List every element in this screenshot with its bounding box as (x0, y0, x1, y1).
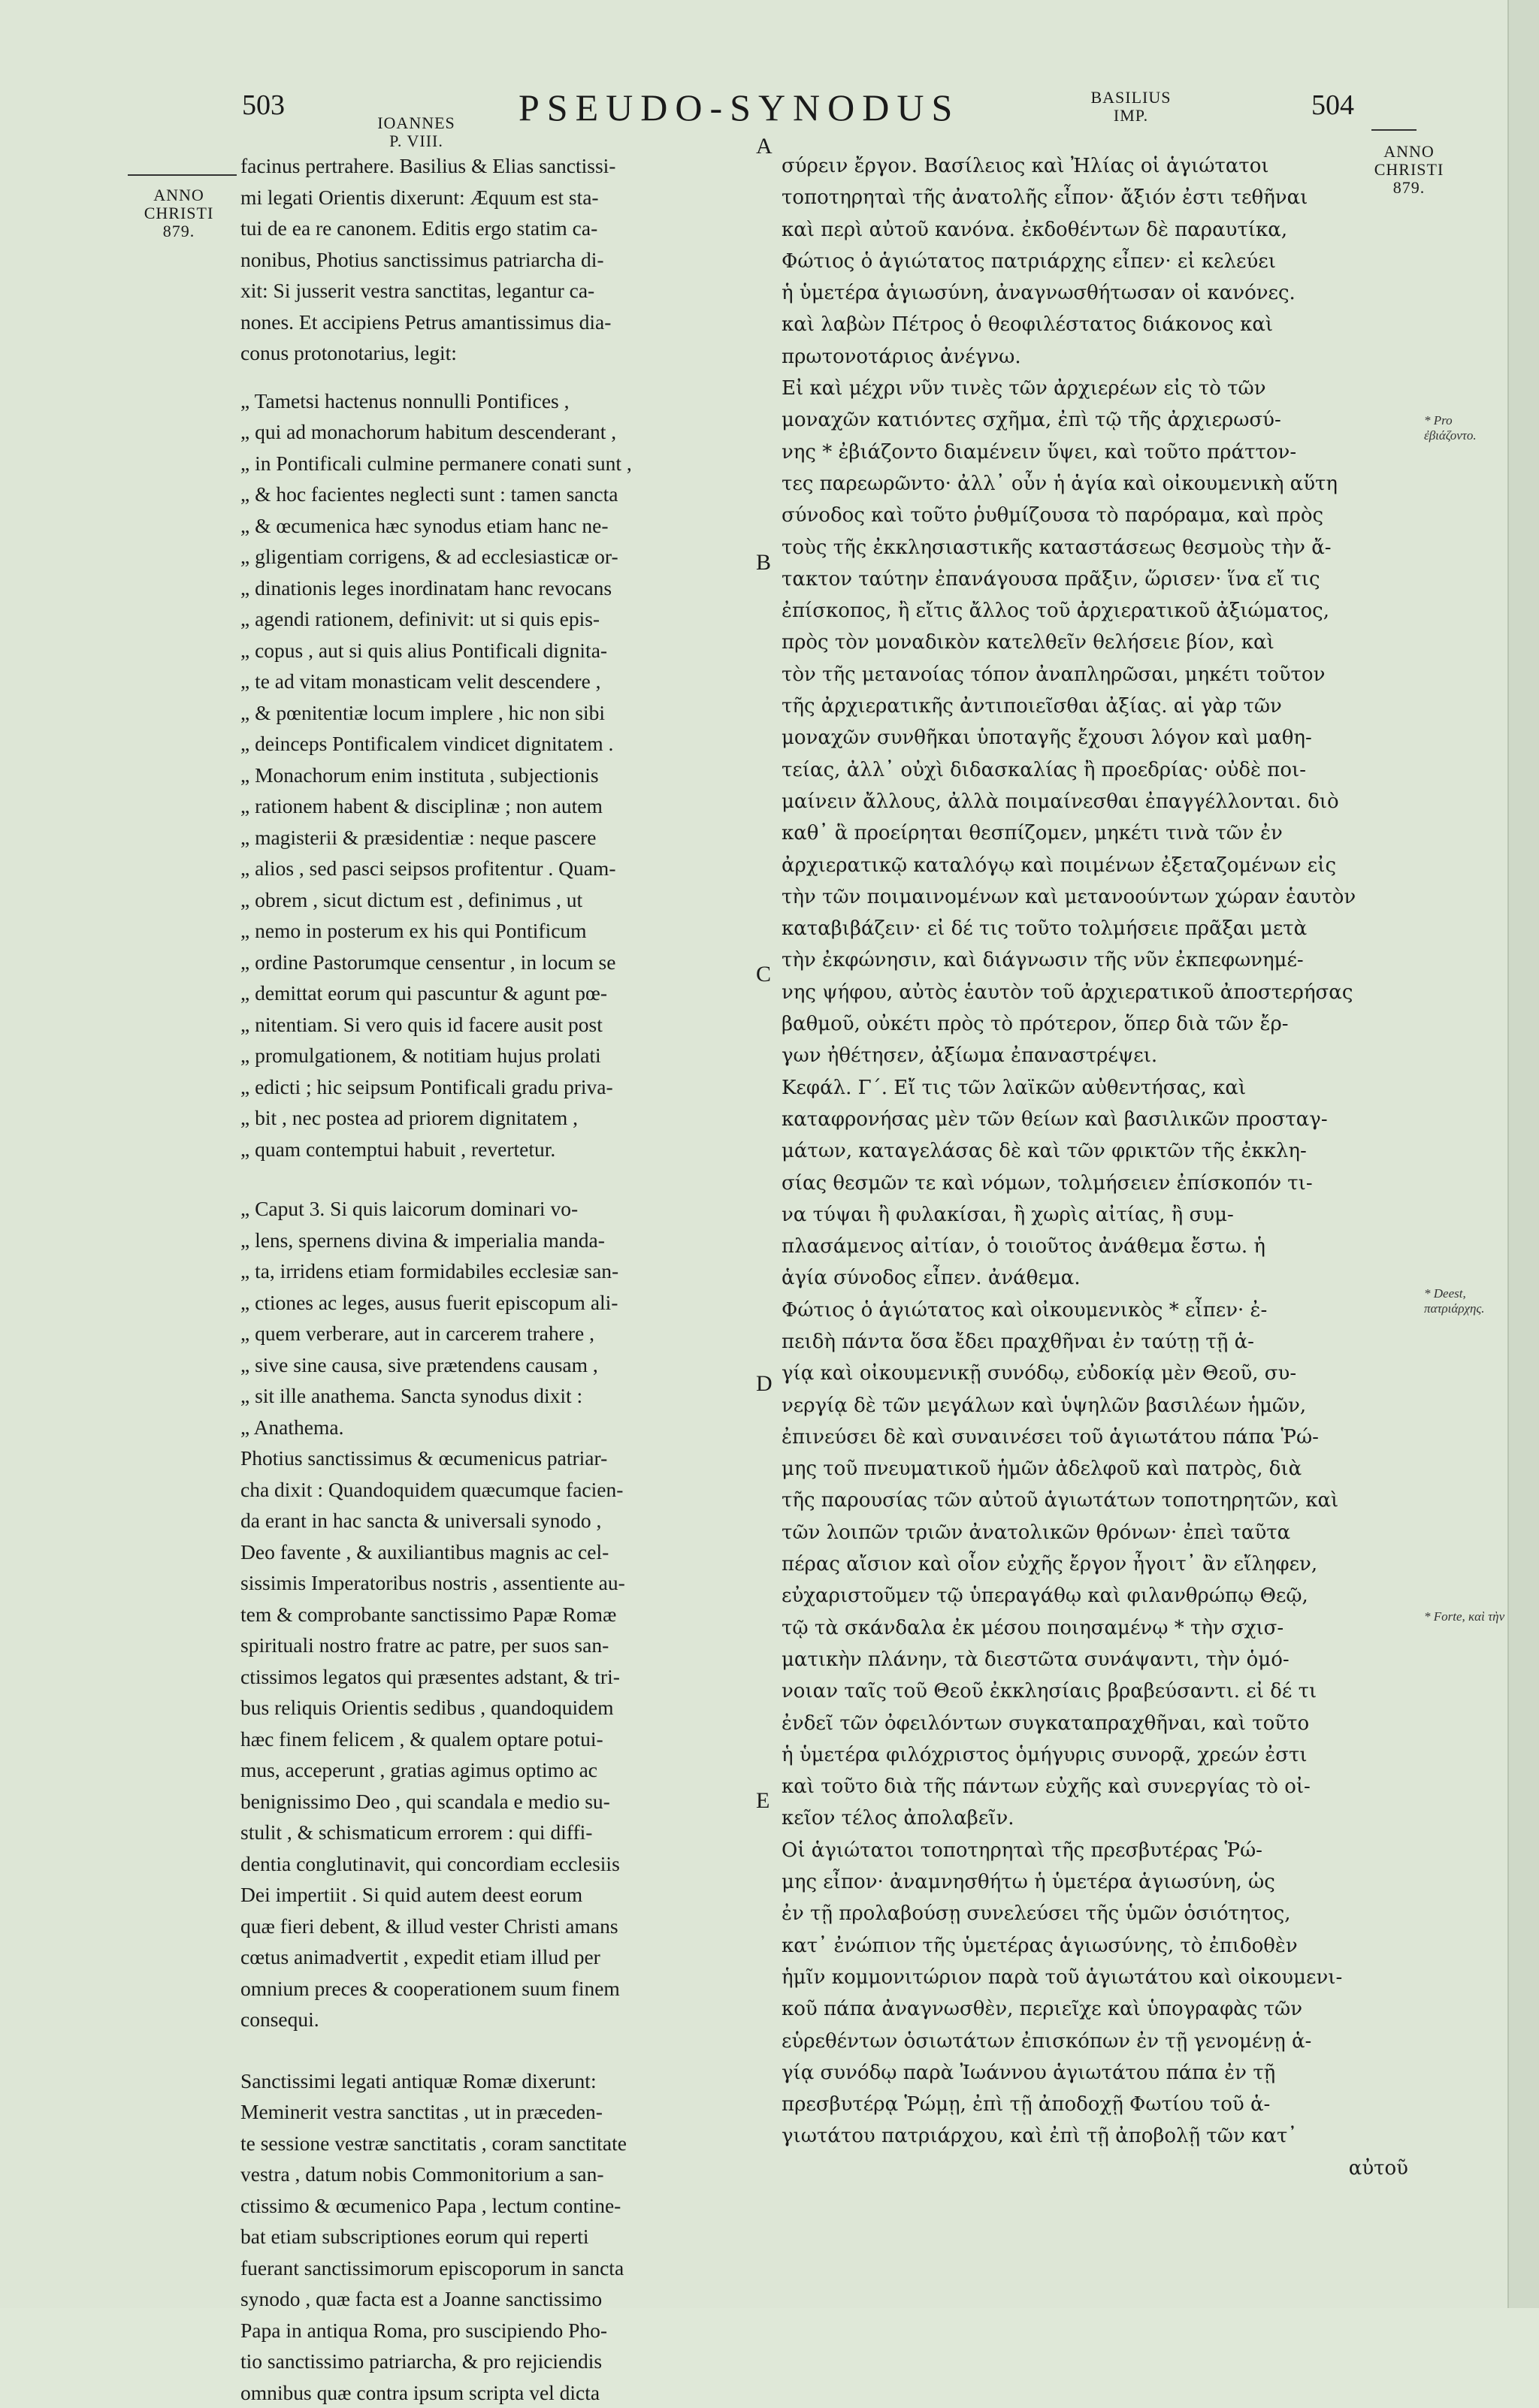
text-line: τες παρεωρῶντο· ἀλλ᾽ οὖν ἡ ἁγία καὶ οἰκουμενικὴ αὕτη (782, 468, 1414, 500)
text-line: Dei impertiit . Si quid autem deest eorum (240, 1879, 760, 1911)
text-line: ἐν τῇ προλαβούσῃ συνελεύσει τῆς ὑμῶν ὁσιότητος, (782, 1898, 1414, 1929)
text-line: tio sanctissimo patriarcha, & pro rejiciendis (240, 2346, 760, 2377)
text-line: „ ordine Pastorumque censentur , in locum se (240, 947, 760, 978)
text-line: καὶ περὶ αὐτοῦ κανόνα. ἐκδοθέντων δὲ παραυτίκα, (782, 214, 1414, 246)
text-line: bat etiam subscriptiones eorum qui reperti (240, 2221, 760, 2252)
text-line: „ te ad vitam monasticam velit descendere , (240, 666, 760, 697)
margin-note-3: * Forte, καὶ τὴν (1424, 1609, 1507, 1624)
text-line: τὴν τῶν ποιμαινομένων καὶ μετανοούντων χώραν ἑαυτὸν (782, 881, 1414, 913)
text-line: βαθμοῦ, οὐκέτι πρὸς τὸ πρότερον, ὅπερ διὰ τῶν ἔρ- (782, 1008, 1414, 1040)
latin-canon (240, 385, 760, 1165)
text-line: πρεσβυτέρᾳ Ῥώμῃ, ἐπὶ τῇ ἀποδοχῇ Φωτίου τοῦ ἁ- (782, 2089, 1414, 2120)
text-line: „ quam contemptui habuit , revertetur. (240, 1134, 760, 1165)
section-letter-b: B (756, 550, 771, 576)
text-line: sissimis Imperatoribus nostris , assentiente au- (240, 1567, 760, 1599)
greek-photios (782, 1295, 1414, 1835)
text-line: tem & comprobante sanctissimo Papæ Romæ (240, 1599, 760, 1630)
text-line: γίᾳ συνόδῳ παρὰ Ἰωάννου ἁγιωτάτου πάπα ἐν τῇ (782, 2057, 1414, 2089)
text-line: κατ᾽ ἐνώπιον τῆς ὑμετέρας ἁγιωσύνης, τὸ ἐπιδοθὲν (782, 1930, 1414, 1962)
text-line: πρωτονοτάριος ἀνέγνω. (782, 341, 1414, 373)
margin-anno-right-line3: 879. (1360, 179, 1458, 197)
text-line: Φώτιος ὁ ἁγιώτατος καὶ οἰκουμενικὸς * εἶπεν· ἐ- (782, 1295, 1414, 1326)
text-line: nones. Et accipiens Petrus amantissimus dia- (240, 307, 760, 338)
text-line: ἁγία σύνοδος εἶπεν. ἀνάθεμα. (782, 1262, 1414, 1294)
latin-intro (240, 150, 760, 369)
margin-anno-right-line2: CHRISTI (1360, 161, 1458, 179)
text-line: „ ta, irridens etiam formidabiles ecclesiæ san- (240, 1255, 760, 1287)
text-line: τῷ τὰ σκάνδαλα ἐκ μέσου ποιησαμένῳ * τὴν σχισ- (782, 1612, 1414, 1644)
text-line: τείας, ἀλλ᾽ οὐχὶ διδασκαλίας ἢ προεδρίας· οὐδὲ ποι- (782, 754, 1414, 786)
text-line: νεργίᾳ δὲ τῶν μεγάλων καὶ ὑψηλῶν βασιλέων ἡμῶν, (782, 1390, 1414, 1422)
text-line: μης τοῦ πνευματικοῦ ἡμῶν ἀδελφοῦ καὶ πατρὸς, διὰ (782, 1453, 1414, 1485)
text-line: cœtus animadvertit , expedit etiam illud per (240, 1941, 760, 1973)
text-line: ἡ ὑμετέρα φιλόχριστος ὁμήγυρις συνορᾷ, χρεών ἐστι (782, 1739, 1414, 1771)
catchword: αὐτοῦ (782, 2153, 1414, 2184)
text-line: te sessione vestræ sanctitatis , coram sanctitate (240, 2128, 760, 2159)
text-line: conus protonotarius, legit: (240, 337, 760, 369)
text-line: Deo favente , & auxiliantibus magnis ac cel- (240, 1536, 760, 1568)
text-line: Sanctissimi legati antiquæ Romæ dixerunt: (240, 2065, 760, 2097)
text-line: καὶ λαβὼν Πέτρος ὁ θεοφιλέστατος διάκονος καὶ (782, 309, 1414, 340)
text-line: tui de ea re canonem. Editis ergo statim ca- (240, 213, 760, 244)
text-line: Meminerit vestra sanctitas , ut in præceden- (240, 2096, 760, 2128)
text-line: Εἰ καὶ μέχρι νῦν τινὲς τῶν ἀρχιερέων εἰς τὸ τῶν (782, 373, 1414, 404)
text-line: „ & œcumenica hæc synodus etiam hanc ne- (240, 510, 760, 542)
text-line: πρὸς τὸν μοναδικὸν κατελθεῖν θελήσειε βίον, καὶ (782, 627, 1414, 658)
text-line: „ nemo in posterum ex his qui Pontificum (240, 915, 760, 947)
text-line: „ agendi rationem, definivit: ut si quis epis- (240, 603, 760, 635)
text-line: cha dixit : Quandoquidem quæcumque facien- (240, 1474, 760, 1506)
text-line: „ Tametsi hactenus nonnulli Pontifices , (240, 385, 760, 417)
text-line: „ sit ille anathema. Sancta synodus dixit : (240, 1380, 760, 1412)
page-number-left: 503 (242, 89, 285, 122)
text-line: „ deinceps Pontificalem vindicet dignitatem . (240, 728, 760, 760)
text-line: μοναχῶν συνθῆκαι ὑποταγῆς ἔχουσι λόγον καὶ μαθη- (782, 722, 1414, 754)
latin-legati (240, 2065, 760, 2408)
margin-anno-left-line2: CHRISTI (126, 204, 231, 222)
text-line: ctissimo & œcumenico Papa , lectum contine- (240, 2190, 760, 2222)
author-left-line1: IOANNES (371, 114, 461, 132)
text-line: „ sive sine causa, sive prætendens causam , (240, 1349, 760, 1381)
text-line: τῆς ἀρχιερατικῆς ἀντιποιεῖσθαι ἀξίας. αἱ γὰρ τῶν (782, 690, 1414, 722)
section-letter-c: C (756, 962, 771, 987)
text-line: καταβιβάζειν· εἰ δέ τις τοῦτο τολμήσειε πρᾶξαι μετὰ (782, 913, 1414, 944)
text-line: τὸν τῆς μετανοίας τόπον ἀναπληρῶσαι, μηκέτι τοῦτον (782, 659, 1414, 690)
text-line: ἀρχιερατικῷ καταλόγῳ καὶ ποιμένων ἐξεταζομένων εἰς (782, 850, 1414, 881)
text-line: τακτον ταύτην ἐπανάγουσα πρᾶξιν, ὥρισεν· ἵνα εἴ τις (782, 563, 1414, 595)
text-line: „ & pœnitentiæ locum implere , hic non sibi (240, 697, 760, 729)
text-line: σίας θεσμῶν τε καὶ νόμων, τολμήσειεν ἐπίσκοπόν τι- (782, 1168, 1414, 1199)
text-line: „ dinationis leges inordinatam hanc revocans (240, 573, 760, 604)
text-line: „ ctiones ac leges, ausus fuerit episcopum ali- (240, 1287, 760, 1319)
margin-anno-left (126, 186, 231, 240)
running-head-author-right (1082, 89, 1180, 125)
margin-anno-left-line3: 879. (126, 222, 231, 240)
section-letter-d: D (756, 1371, 773, 1397)
text-line: ἡμῖν κομμονιτώριον παρὰ τοῦ ἁγιωτάτου καὶ οἰκουμενι- (782, 1962, 1414, 1993)
text-line: κοῦ πάπα ἀναγνωσθὲν, περιεῖχε καὶ ὑπογραφὰς τῶν (782, 1993, 1414, 2025)
text-line: bus reliquis Orientis sedibus , quandoquidem (240, 1692, 760, 1724)
text-line: „ demittat eorum qui pascuntur & agunt pœ- (240, 977, 760, 1009)
text-line: νης * ἐβιάζοντο διαμένειν ὕψει, καὶ τοῦτο πράττον- (782, 437, 1414, 468)
text-line: μάτων, καταγελάσας δὲ καὶ τῶν φρικτῶν τῆς ἐκκλη- (782, 1135, 1414, 1167)
text-line: stulit , & schismaticum errorem : qui diffi- (240, 1817, 760, 1848)
margin-note-2: * Deest, πατριάρχης. (1424, 1286, 1507, 1316)
text-line: νης ψήφου, αὐτὸς ἑαυτὸν τοῦ ἀρχιερατικοῦ ἀποστερήσας (782, 977, 1414, 1008)
section-letter-a: A (756, 134, 773, 159)
text-line: benignissimo Deo , qui scandala e medio su- (240, 1786, 760, 1817)
text-line: μαίνειν ἄλλους, ἀλλὰ ποιμαίνεσθαι ἐπαγγέλλονται. διὸ (782, 786, 1414, 817)
text-line: „ Anathema. (240, 1412, 760, 1443)
text-line: νοιαν ταῖς τοῦ Θεοῦ ἐκκλησίαις βραβεύσαντι. εἰ δέ τι (782, 1675, 1414, 1707)
text-line: Papa in antiqua Roma, pro suscipiendo Pho- (240, 2315, 760, 2346)
header-rule-right (1371, 129, 1417, 131)
text-line: „ promulgationem, & notitiam hujus prolati (240, 1040, 760, 1071)
margin-note-1: * Pro ἐβιάζοντο. (1424, 413, 1507, 443)
margin-anno-right-line1: ANNO (1360, 143, 1458, 161)
text-line: mus, acceperunt , gratias agimus optimo ac (240, 1754, 760, 1786)
text-line: spirituali nostro fratre ac patre, per suos san- (240, 1630, 760, 1661)
text-line: κεῖον τέλος ἀπολαβεῖν. (782, 1802, 1414, 1834)
page-number-right: 504 (1311, 89, 1354, 122)
text-line: synodo , quæ facta est a Joanne sanctissimo (240, 2283, 760, 2315)
running-head-author-left (371, 114, 461, 150)
text-line: nonibus, Photius sanctissimus patriarcha di- (240, 244, 760, 276)
text-line: xit: Si jusserit vestra sanctitas, legantur ca- (240, 275, 760, 307)
text-line: vestra , datum nobis Commonitorium a san- (240, 2159, 760, 2190)
text-line: ἡ ὑμετέρα ἁγιωσύνη, ἀναγνωσθήτωσαν οἱ κανόνες. (782, 277, 1414, 309)
text-line: μοναχῶν κατιόντες σχῆμα, ἐπὶ τῷ τῆς ἀρχιερωσύ- (782, 404, 1414, 436)
text-line: Οἱ ἁγιώτατοι τοποτηρηταὶ τῆς πρεσβυτέρας Ῥώ- (782, 1835, 1414, 1866)
text-line: πέρας αἴσιον καὶ οἷον εὐχῆς ἔργον ἦγοιτ᾽ ἂν εἴληφεν, (782, 1548, 1414, 1580)
text-line: ματικὴν πλάνην, τὰ διεστῶτα συνάψαντι, τὴν ὁμό- (782, 1644, 1414, 1675)
text-line: „ obrem , sicut dictum est , definimus , ut (240, 884, 760, 916)
text-line: σύνοδος καὶ τοῦτο ῥυθμίζουσα τὸ παρόραμα, καὶ πρὸς (782, 500, 1414, 531)
text-line: facinus pertrahere. Basilius & Elias sanctissi- (240, 150, 760, 182)
latin-photius (240, 1443, 760, 2035)
text-line: „ edicti ; hic seipsum Pontificali gradu priva- (240, 1071, 760, 1103)
header-rule-left (128, 174, 237, 176)
text-line: „ Caput 3. Si quis laicorum dominari vo- (240, 1193, 760, 1225)
text-line: Φώτιος ὁ ἁγιώτατος πατριάρχης εἶπεν· εἰ κελεύει (782, 246, 1414, 277)
text-line: „ alios , sed pasci seipsos profitentur . Quam- (240, 853, 760, 884)
text-line: „ lens, spernens divina & imperialia manda- (240, 1225, 760, 1256)
text-line: omnibus quæ contra ipsum scripta vel dicta (240, 2377, 760, 2408)
text-line: τοποτηρηταὶ τῆς ἀνατολῆς εἶπον· ἄξιόν ἐστι τεθῆναι (782, 182, 1414, 213)
text-line: εὑρεθέντων ὁσιωτάτων ἐπισκόπων ἐν τῇ γενομένῃ ἁ- (782, 2026, 1414, 2057)
text-line: ἐπινεύσει δὲ καὶ συναινέσει τοῦ ἁγιωτάτου πάπα Ῥώ- (782, 1422, 1414, 1453)
text-line: hæc finem felicem , & qualem optare potui- (240, 1724, 760, 1755)
text-line: consequi. (240, 2004, 760, 2035)
text-line: τῆς παρουσίας τῶν αὐτοῦ ἁγιωτάτων τοποτηρητῶν, καὶ (782, 1485, 1414, 1516)
text-line: „ qui ad monachorum habitum descenderant , (240, 416, 760, 448)
text-line: εὐχαριστοῦμεν τῷ ὑπεραγάθῳ καὶ φιλανθρώπῳ Θεῷ, (782, 1580, 1414, 1612)
running-head-title: PSEUDO-SYNODUS (519, 86, 960, 129)
text-line: τοὺς τῆς ἐκκλησιαστικῆς καταστάσεως θεσμοὺς τὴν ἄ- (782, 532, 1414, 563)
text-line: fuerant sanctissimorum episcoporum in sancta (240, 2252, 760, 2284)
text-line: „ bit , nec postea ad priorem dignitatem , (240, 1102, 760, 1134)
section-letter-e: E (756, 1788, 770, 1814)
author-left-line2: P. VIII. (371, 132, 461, 150)
text-line: ctissimos legatos qui præsentes adstant, & tri- (240, 1661, 760, 1693)
text-line: Photius sanctissimus & œcumenicus patriar- (240, 1443, 760, 1474)
text-line: „ quem verberare, aut in carcerem trahere , (240, 1318, 760, 1349)
text-line: καὶ τοῦτο διὰ τῆς πάντων εὐχῆς καὶ συνεργίας τὸ οἰ- (782, 1771, 1414, 1802)
text-line: „ & hoc facientes neglecti sunt : tamen sancta (240, 479, 760, 510)
text-line: quæ fieri debent, & illud vester Christi amans (240, 1911, 760, 1942)
text-line: ἐνδεῖ τῶν ὀφειλόντων συγκαταπραχθῆναι, καὶ τοῦτο (782, 1708, 1414, 1739)
text-line: μης εἶπον· ἀναμνησθήτω ἡ ὑμετέρα ἁγιωσύνη, ὡς (782, 1866, 1414, 1898)
text-line: γων ἠθέτησεν, ἀξίωμα ἐπαναστρέψει. (782, 1040, 1414, 1071)
author-right-line2: IMP. (1082, 107, 1180, 125)
text-line: „ magisterii & præsidentiæ : neque pascere (240, 822, 760, 854)
text-line: καταφρονήσας μὲν τῶν θείων καὶ βασιλικῶν προσταγ- (782, 1104, 1414, 1135)
text-line: τὴν ἐκφώνησιν, καὶ διάγνωσιν τῆς νῦν ἐκπεφωνημέ- (782, 944, 1414, 976)
text-line: „ rationem habent & disciplinæ ; non autem (240, 790, 760, 822)
text-line: dentia conglutinavit, qui concordiam ecclesiis (240, 1848, 760, 1880)
margin-anno-left-line1: ANNO (126, 186, 231, 204)
text-line: Κεφάλ. Γ΄. Εἴ τις τῶν λαϊκῶν αὐθεντήσας, καὶ (782, 1072, 1414, 1104)
text-line: „ gligentiam corrigens, & ad ecclesiasticæ or- (240, 541, 760, 573)
greek-intro (782, 150, 1414, 373)
greek-canon (782, 373, 1414, 1072)
text-line: καθ᾽ ἃ προείρηται θεσπίζομεν, μηκέτι τινὰ τῶν ἐν (782, 817, 1414, 849)
greek-kefal (782, 1072, 1414, 1295)
text-line: „ Monachorum enim instituta , subjectionis (240, 760, 760, 791)
text-line: να τύψαι ἢ φυλακίσαι, ἢ χωρὶς αἰτίας, ἢ συμ- (782, 1199, 1414, 1231)
text-line: γίᾳ καὶ οἰκουμενικῇ συνόδῳ, εὐδοκίᾳ μὲν Θεοῦ, συ- (782, 1358, 1414, 1389)
text-line: ἐπίσκοπος, ἢ εἴτις ἄλλος τοῦ ἀρχιερατικοῦ ἀξιώματος, (782, 595, 1414, 627)
text-line: omnium preces & cooperationem suum finem (240, 1973, 760, 2005)
author-right-line1: BASILIUS (1082, 89, 1180, 107)
text-line: πειδὴ πάντα ὅσα ἔδει πραχθῆναι ἐν ταύτῃ τῇ ἁ- (782, 1326, 1414, 1358)
text-line: mi legati Orientis dixerunt: Æquum est sta- (240, 182, 760, 213)
text-line: „ nitentiam. Si vero quis id facere ausit post (240, 1009, 760, 1041)
text-line: „ copus , aut si quis alius Pontificali dignita- (240, 635, 760, 666)
greek-column (782, 150, 1414, 2184)
text-line: „ in Pontificali culmine permanere conati sunt , (240, 448, 760, 479)
text-line: πλασάμενος αἰτίαν, ὁ τοιοῦτος ἀνάθεμα ἔστω. ἡ (782, 1231, 1414, 1262)
text-line: τῶν λοιπῶν τριῶν ἀνατολικῶν θρόνων· ἐπεὶ ταῦτα (782, 1517, 1414, 1548)
latin-column (240, 150, 760, 2408)
latin-caput (240, 1193, 760, 1443)
greek-legati (782, 1835, 1414, 2153)
text-line: γιωτάτου πατριάρχου, καὶ ἐπὶ τῇ ἀποβολῇ τῶν κατ᾽ (782, 2120, 1414, 2152)
text-line: σύρειν ἔργον. Βασίλειος καὶ Ἠλίας οἱ ἁγιώτατοι (782, 150, 1414, 182)
text-line: da erant in hac sancta & universali synodo , (240, 1505, 760, 1536)
facing-page-edge (1507, 0, 1539, 2308)
